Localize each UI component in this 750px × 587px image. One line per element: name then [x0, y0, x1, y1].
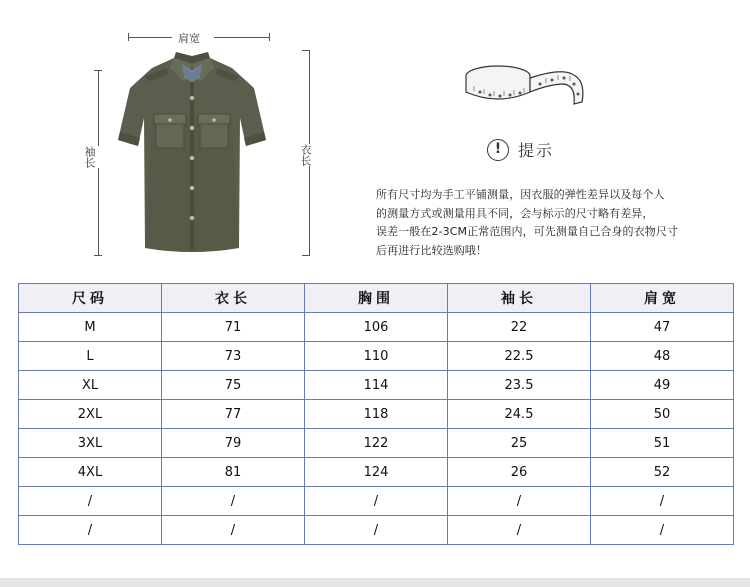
cell-shoulder: 52	[591, 458, 734, 487]
cell-sleeve: /	[448, 516, 591, 545]
table-row	[19, 516, 734, 545]
measuring-tape-icon	[460, 58, 600, 118]
cell-sleeve: 26	[448, 458, 591, 487]
table-row	[19, 487, 734, 516]
cell-sleeve: 24.5	[448, 400, 591, 429]
shoulder-label: 肩宽	[178, 32, 200, 45]
exclamation-icon: !	[487, 139, 509, 161]
cell-length: 79	[162, 429, 305, 458]
cell-sleeve: 22.5	[448, 342, 591, 371]
table-row	[19, 400, 734, 429]
cell-size: /	[19, 516, 162, 545]
bottom-divider	[0, 578, 750, 587]
cell-length: /	[162, 516, 305, 545]
cell-chest: 124	[305, 458, 448, 487]
cell-chest: 110	[305, 342, 448, 371]
cell-sleeve: 23.5	[448, 371, 591, 400]
cell-size: 3XL	[19, 429, 162, 458]
header-chest: 胸围	[305, 284, 448, 313]
cell-size: L	[19, 342, 162, 371]
header-size: 尺码	[19, 284, 162, 313]
header-shoulder: 肩宽	[591, 284, 734, 313]
header-length: 衣长	[162, 284, 305, 313]
sleeve-label: 袖长	[86, 146, 100, 168]
cell-size: 4XL	[19, 458, 162, 487]
cell-chest: 118	[305, 400, 448, 429]
cell-chest: 122	[305, 429, 448, 458]
cell-chest: /	[305, 516, 448, 545]
cell-sleeve: 22	[448, 313, 591, 342]
cell-length: 75	[162, 371, 305, 400]
cell-shoulder: 50	[591, 400, 734, 429]
table-row	[19, 342, 734, 371]
table-row	[19, 371, 734, 400]
measurement-notice	[376, 186, 716, 260]
notice-line: 所有尺寸均为手工平铺测量，因衣服的弹性差异以及每个人	[376, 188, 665, 201]
cell-size: 2XL	[19, 400, 162, 429]
notice-line: 的测量方式或测量用具不同，会与标示的尺寸略有差异，	[376, 206, 654, 220]
table-row	[19, 429, 734, 458]
cell-length: 73	[162, 342, 305, 371]
notice-line: 后再进行比较选购哦！	[376, 243, 487, 257]
cell-shoulder: 51	[591, 429, 734, 458]
cell-chest: /	[305, 487, 448, 516]
table-header-row	[19, 284, 734, 313]
header-sleeve: 袖长	[448, 284, 591, 313]
cell-length: 77	[162, 400, 305, 429]
cell-sleeve: 25	[448, 429, 591, 458]
cell-size: /	[19, 487, 162, 516]
cell-size: M	[19, 313, 162, 342]
size-table	[18, 283, 734, 545]
notice-line: 误差一般在2-3CM正常范围内，可先测量自己合身的衣物尺寸	[376, 225, 679, 238]
tip-title: 提示	[518, 141, 555, 160]
cell-shoulder: 48	[591, 342, 734, 371]
cell-sleeve: /	[448, 487, 591, 516]
table-row	[19, 458, 734, 487]
shirt-image	[112, 48, 272, 258]
cell-size: XL	[19, 371, 162, 400]
cell-chest: 106	[305, 313, 448, 342]
cell-length: 81	[162, 458, 305, 487]
table-row	[19, 313, 734, 342]
cell-length: 71	[162, 313, 305, 342]
cell-shoulder: 49	[591, 371, 734, 400]
cell-shoulder: 47	[591, 313, 734, 342]
cell-length: /	[162, 487, 305, 516]
cell-shoulder: /	[591, 487, 734, 516]
length-label: 衣长	[302, 144, 316, 166]
cell-shoulder: /	[591, 516, 734, 545]
cell-chest: 114	[305, 371, 448, 400]
tip-heading	[487, 138, 554, 161]
